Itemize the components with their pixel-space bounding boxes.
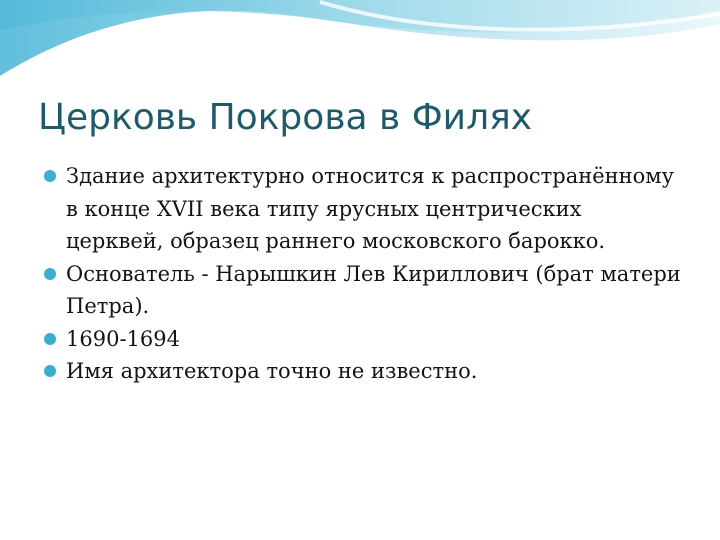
slide-title: Церковь Покрова в Филях <box>38 97 533 138</box>
bullet-dot-icon <box>44 268 56 280</box>
bullet-text: Основатель - Нарышкин Лев Кириллович (брат матери Петра). <box>66 261 681 318</box>
bullet-dot-icon <box>44 170 56 182</box>
bullet-text: Имя архитектора точно не известно. <box>66 359 478 383</box>
header-wave-decoration <box>0 0 720 90</box>
bullet-dot-icon <box>44 365 56 377</box>
bullet-list <box>44 160 684 388</box>
bullet-dot-icon <box>44 333 56 345</box>
bullet-item <box>44 258 684 323</box>
bullet-item <box>44 355 684 388</box>
bullet-item <box>44 160 684 258</box>
bullet-text: Здание архитектурно относится к распространённому в конце XVII века типу ярусных центрических церквей, образец раннего московского барокко. <box>66 164 674 253</box>
bullet-text: 1690-1694 <box>66 326 180 351</box>
bullet-item <box>44 323 684 356</box>
